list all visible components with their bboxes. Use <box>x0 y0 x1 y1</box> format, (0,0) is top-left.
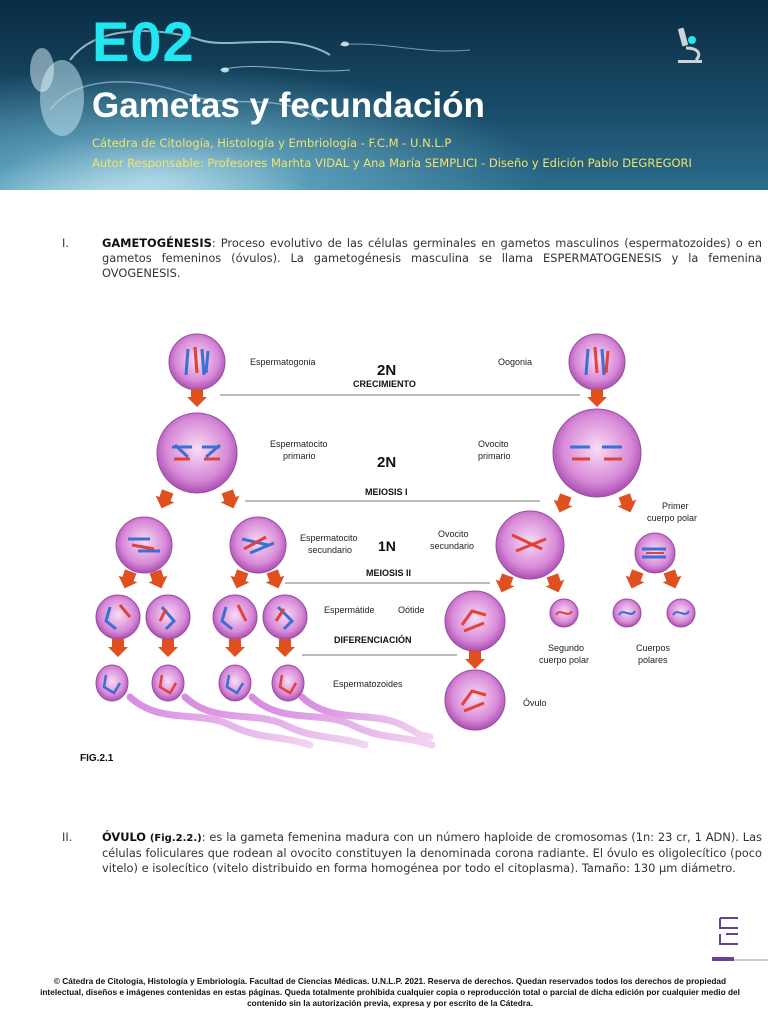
chapter-code: E02 <box>92 10 195 73</box>
label-espermatocito-primario-1: Espermatocito <box>270 439 328 449</box>
ootide-cell <box>445 591 505 651</box>
cuerpo-polar-cell <box>613 599 641 627</box>
figure-reference: (Fig.2.2.) <box>149 833 202 844</box>
gametogenesis-figure <box>80 325 720 770</box>
espermatogonia-cell <box>169 334 225 390</box>
arrow-down-left <box>550 492 575 516</box>
label-meiosis2: MEIOSIS II <box>366 568 412 578</box>
label-cuerpos-polares-1: Cuerpos <box>636 643 671 653</box>
oogonia-cell <box>569 334 625 390</box>
espermatide-cell <box>96 595 140 639</box>
arrow-down <box>158 639 178 657</box>
section-text: : es la gameta femenina madura con un número haploide de cromosomas (1n: 23 cr, 1 ADN). Las células foliculares que rodean al ovocito constituyen la denominada corona radiante. El óvulo es oligolecítico (poco vitelo) e isolecítico (vitelo distribuido en forma homogénea por todo el citoplasma). Tamaño: 130 µm diámetro. <box>102 830 762 875</box>
label-meiosis1: MEIOSIS I <box>365 487 408 497</box>
label-primer-cuerpo-2: cuerpo polar <box>647 513 698 523</box>
arrow-down-left <box>622 568 647 592</box>
section-number: I. <box>62 236 69 250</box>
arrow-down-right <box>543 572 568 596</box>
label-cuerpos-polares-2: polares <box>638 655 668 665</box>
arrow-down <box>225 639 245 657</box>
arrow-down <box>108 639 128 657</box>
label-ovocito-primario-1: Ovocito <box>478 439 509 449</box>
espermatocito-secundario-cell-left <box>116 517 172 573</box>
page-mark-icon <box>712 912 768 962</box>
label-ploidy-2n-top: 2N <box>377 362 397 379</box>
section-term: ÓVULO <box>102 830 146 844</box>
label-ovocito-sec-2: secundario <box>430 541 475 551</box>
label-espermatogonia: Espermatogonia <box>250 357 316 367</box>
label-ploidy-1n: 1N <box>378 538 396 554</box>
arrow-down <box>465 651 485 669</box>
espermatide-cell <box>213 595 257 639</box>
arrow-down-right <box>615 492 640 516</box>
primer-cuerpo-polar-cell <box>635 533 675 573</box>
arrow-down <box>187 389 207 407</box>
section-text: : Proceso evolutivo de las células germinales en gametos masculinos (espermatozoides) o en gametos femeninos (óvulos). La gametogénesis masculina se llama ESPERMATOGENESIS y la femenina OVOGENESIS. <box>102 236 762 280</box>
label-espermatocito-sec-2: secundario <box>308 545 353 555</box>
espermatide-cell <box>146 595 190 639</box>
section-term: GAMETOGÉNESIS <box>102 236 212 250</box>
label-oogonia: Oogonia <box>498 357 533 367</box>
ovocito-secundario-cell <box>496 511 564 579</box>
espermatocito-secundario-cell-right <box>230 517 286 573</box>
cuerpo-polar-cell <box>667 599 695 627</box>
microscope-icon <box>672 24 708 66</box>
label-espermatocito-sec-1: Espermatocito <box>300 533 358 543</box>
espermatocito-primario-cell <box>157 413 237 493</box>
label-espermatide: Espermátide <box>324 605 375 615</box>
label-espermatocito-primario-2: primario <box>283 451 316 461</box>
arrow-down-right <box>660 568 685 592</box>
label-ovulo: Óvulo <box>523 698 547 708</box>
arrow-down-left <box>152 488 177 512</box>
arrow-down-left <box>492 572 517 596</box>
label-primer-cuerpo-1: Primer <box>662 501 689 511</box>
arrow-down <box>587 389 607 407</box>
segundo-cuerpo-polar-cell <box>550 599 578 627</box>
header-banner <box>0 0 768 190</box>
subtitle-authors: Autor Responsable: Profesores Marhta VIDAL y Ana María SEMPLICI - Diseño y Edición Pablo DEGREGORI <box>92 156 692 170</box>
section-ovulo <box>62 830 762 876</box>
label-ovocito-primario-2: primario <box>478 451 511 461</box>
ovulo-cell <box>445 670 505 730</box>
arrow-down <box>275 639 295 657</box>
label-ploidy-2n-mid: 2N <box>377 454 397 471</box>
figure-caption: FIG.2.1 <box>80 753 114 764</box>
page-title: Gametas y fecundación <box>92 86 485 125</box>
arrow-down-right <box>218 488 243 512</box>
label-ovocito-sec-1: Ovocito <box>438 529 469 539</box>
ovocito-primario-cell <box>553 409 641 497</box>
label-crecimiento: CRECIMIENTO <box>353 379 416 389</box>
section-gametogenesis <box>62 236 762 281</box>
label-segundo-cuerpo-2: cuerpo polar <box>539 655 590 665</box>
label-segundo-cuerpo-1: Segundo <box>548 643 585 653</box>
subtitle-institution: Cátedra de Citología, Histología y Embriología - F.C.M - U.N.L.P <box>92 136 452 150</box>
copyright-footer: © Cátedra de Citología, Histología y Embriología. Facultad de Ciencias Médicas. U.N.L.P. 2021. Reserva de derechos. Quedan reservados todos los derechos de propiedad intelectual, diseños e imágenes contenidas en estas páginas. Queda totalmente prohibida cualquier copia o reproducción total o parcial de dicha edición por cualquier medio del contenido sin la autorización previa, expresa y por escrito de la Cátedra. <box>40 976 740 1008</box>
label-ootide: Oótide <box>398 605 425 615</box>
label-espermatozoides: Espermatozoides <box>333 679 403 689</box>
section-number: II. <box>62 830 73 844</box>
espermatide-cell <box>263 595 307 639</box>
label-diferenciacion: DIFERENCIACIÓN <box>334 635 412 645</box>
